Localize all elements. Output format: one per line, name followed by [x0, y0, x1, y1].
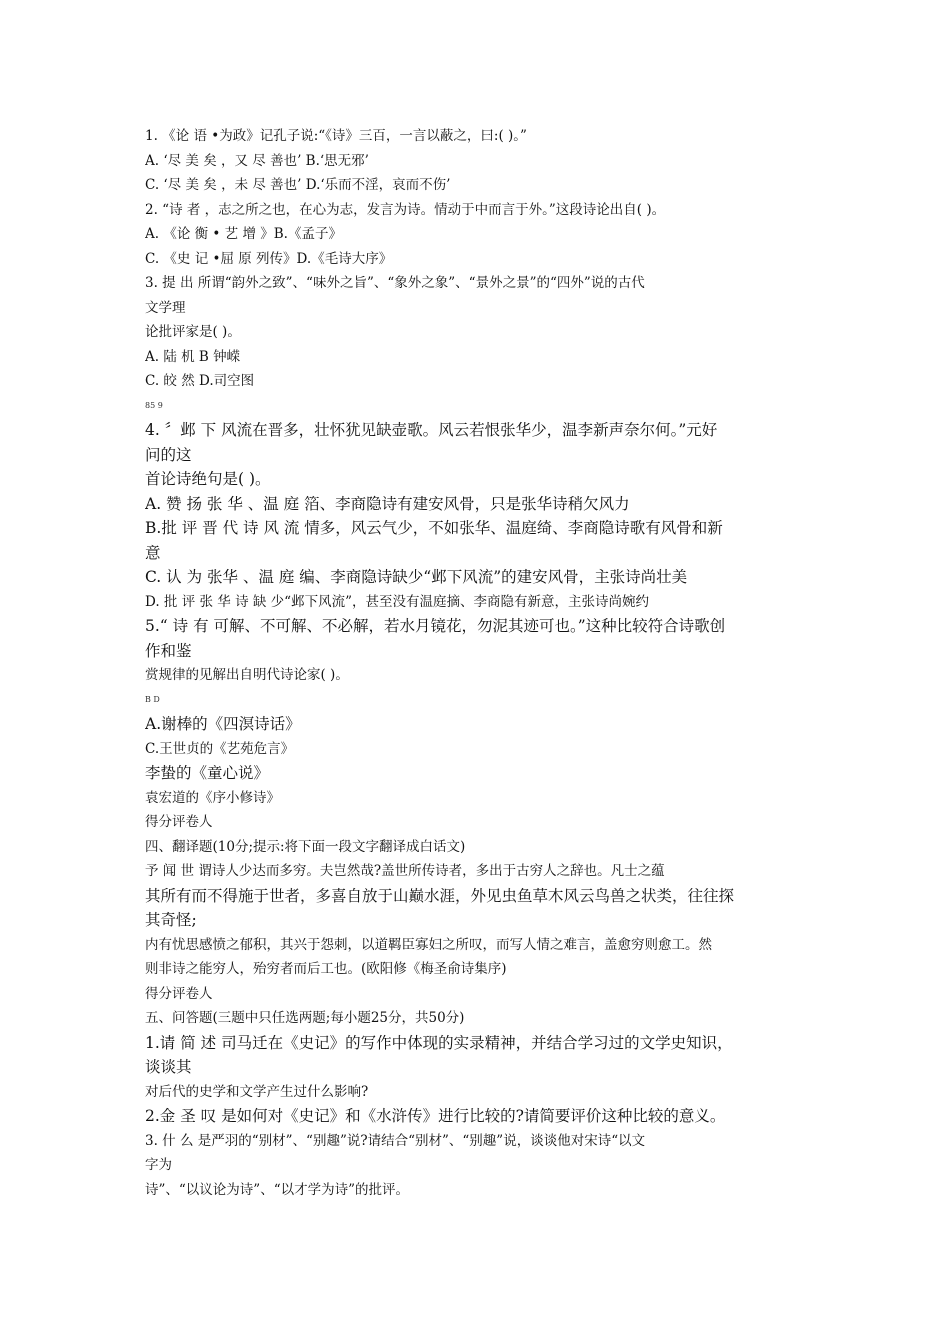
text-line: 袁宏道的《序小修诗》 [145, 789, 280, 806]
text-line: A. 赞 扬 张 华 、温 庭 箔、李商隐诗有建安风骨，只是张华诗稍欠风力 [145, 494, 630, 513]
text-line: 文学理 [145, 299, 186, 316]
text-line: 3. 提 出 所谓“韵外之致”、“味外之旨”、“象外之象”、“景外之景”的“四外”说的古代 [145, 275, 645, 291]
text-line: 85 9 [145, 400, 163, 410]
text-line: C. 皎 然 D.司空图 [145, 373, 255, 389]
text-line: 作和鉴 [145, 641, 192, 660]
text-line: 对后代的史学和文学产生过什么影响? [145, 1083, 369, 1100]
text-line: 意 [145, 543, 161, 562]
text-line: C. ‘尽 美 矣 ，未 尽 善也’ D.‘乐而不淫，哀而不伤’ [145, 177, 451, 193]
text-line: 字为 [145, 1157, 172, 1173]
text-line: D. 批 评 张 华 诗 缺 少“邺下风流”，甚至没有温庭摘、李商隐有新意，主张诗尚婉约 [145, 593, 649, 610]
text-line: B D [145, 694, 160, 704]
text-line: A. ‘尽 美 矣 ，又 尽 善也’ B.‘思无邪’ [145, 152, 369, 169]
text-line: 诗”、“以议论为诗”、“以才学为诗”的批评。 [145, 1181, 410, 1198]
text-line: 首论诗绝句是( )。 [145, 470, 271, 488]
text-line: 则非诗之能穷人，殆穷者而后工也。(欧阳修《梅圣俞诗集序) [145, 961, 507, 977]
text-line: 予 闻 世 谓诗人少达而多穷。夫岂然哉?盖世所传诗者，多出于古穷人之辞也。凡士之蕴 [145, 863, 665, 879]
text-line: A. 《论 衡 • 艺 增 》B.《孟子》 [145, 226, 342, 242]
text-line: 5.“ 诗 有 可解、不可解、不必解，若水月镜花，勿泥其迹可也。”这种比较符合诗歌创 [145, 617, 726, 635]
text-line: 论批评家是( )。 [145, 324, 241, 340]
text-line: C.王世贞的《艺苑危言》 [145, 740, 295, 757]
text-line: 谈谈其 [145, 1058, 192, 1076]
text-line: 得分评卷人 [145, 985, 213, 1002]
text-line: A. 陆 机 B 钟嵘 [145, 348, 241, 365]
text-line: 其奇怪; [145, 911, 197, 929]
text-line: 问的这 [145, 445, 192, 464]
text-line: C. 认 为 张华 、温 庭 编、李商隐诗缺少“邺下风流”的建安风骨，主张诗尚壮美 [145, 568, 688, 586]
text-line: 1.请 简 述 司马迁在《史记》的写作中体现的实录精神，并结合学习过的文学史知识， [145, 1033, 733, 1052]
text-line: 2.金 圣 叹 是如何对《史记》和《水浒传》进行比较的?请简要评价这种比较的意义。 [145, 1107, 726, 1125]
text-line: 1. 《论 语 •为政》记孔子说:“《诗》三百，一言以蔽之，曰:( )。” [145, 128, 527, 144]
text-line: 四、翻译题(10分;提示:将下面一段文字翻译成白话文) [145, 838, 466, 855]
text-line: 赏规律的见解出自明代诗论家( )。 [145, 667, 349, 683]
document-body [145, 124, 813, 1202]
text-line: 得分评卷人 [145, 814, 213, 830]
text-line: C. 《史 记 •屈 原 列传》D.《毛诗大序》 [145, 250, 393, 267]
text-line: A.谢棒的《四溟诗话》 [145, 715, 301, 733]
text-line: B.批 评 晋 代 诗 风 流 情多，风云气少，不如张华、温庭绮、李商隐诗歌有风骨和新 [145, 519, 723, 537]
text-line: 内有忧思感愤之郁积，其兴于怨刺，以道羁臣寡妇之所叹，而写人情之难言，盖愈穷则愈工。然 [145, 936, 712, 953]
text-line: 2. “诗 者 ，志之所之也，在心为志，发言为诗。情动于中而言于外。”这段诗论出自( )。 [145, 201, 666, 218]
text-line: 4. 〞邺 下 风流在晋多，壮怀犹见缺壶歌。风云若恨张华少，温李新声奈尔何。”元好 [145, 421, 718, 439]
text-line: 其所有而不得施于世者，多喜自放于山巅水涯，外见虫鱼草木风云鸟兽之状类，往往探 [145, 886, 735, 905]
text-line: 李蛰的《童心说》 [145, 764, 270, 782]
text-line: 3. 什 么 是严羽的“别材”、“别趣”说?请结合“别材”、“别趣”说，谈谈他对宋诗“以文 [145, 1132, 646, 1149]
text-line: 五、问答题(三题中只任选两题;每小题25分，共50分) [145, 1010, 465, 1026]
